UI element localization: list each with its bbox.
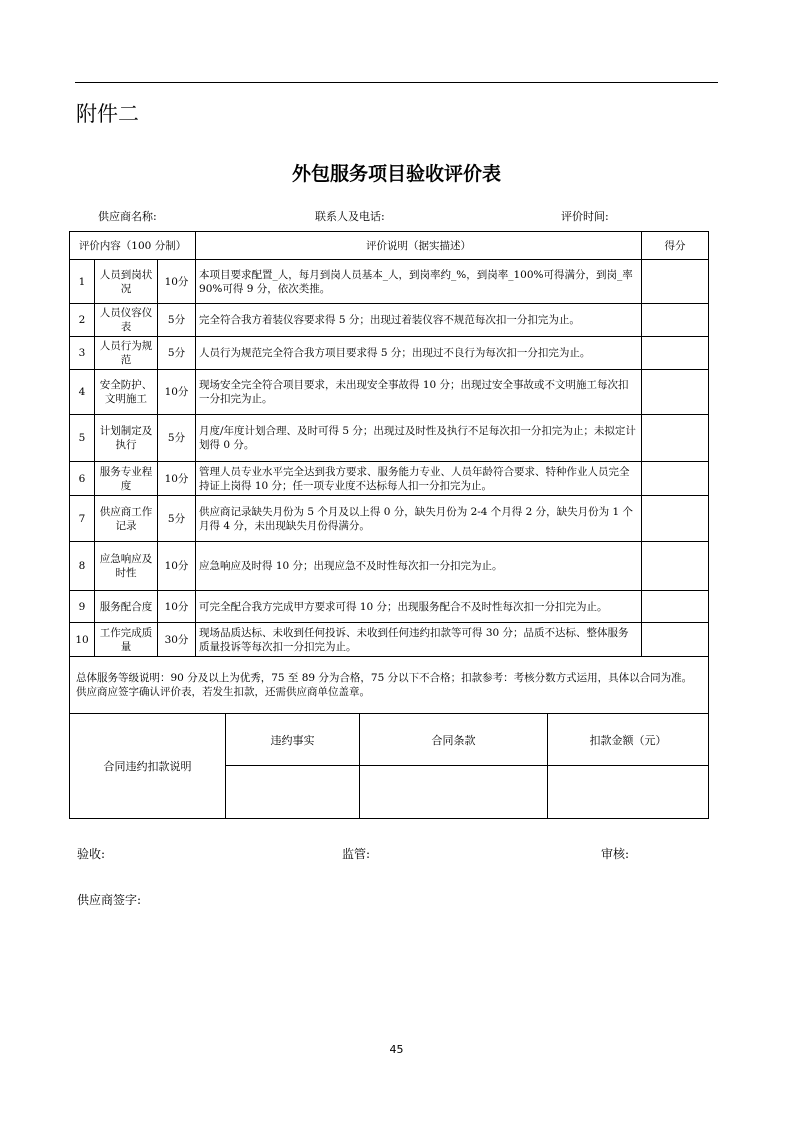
row-desc: 完全符合我方着装仪容要求得 5 分；出现过着装仪容不规范每次扣一分扣完为止。	[196, 304, 642, 337]
row-no: 10	[70, 623, 95, 657]
header-content: 评价内容（100 分制）	[70, 232, 196, 260]
table-row	[70, 542, 709, 591]
row-no: 3	[70, 337, 95, 370]
row-points: 5分	[158, 337, 196, 370]
penalty-clause-cell[interactable]	[360, 766, 548, 819]
row-no: 7	[70, 496, 95, 542]
row-score-cell[interactable]	[642, 304, 709, 337]
row-item: 安全防护、文明施工	[95, 370, 158, 415]
row-desc: 管理人员专业水平完全达到我方要求、服务能力专业、人员年龄符合要求、特种作业人员完全持证上岗得 10 分；任一项专业度不达标每人扣一分扣完为止。	[196, 462, 642, 496]
row-desc: 应急响应及时得 10 分；出现应急不及时性每次扣一分扣完为止。	[196, 542, 642, 591]
row-desc: 本项目要求配置_人，每月到岗人员基本_人，到岗率约_%，到岗率_100%可得满分，到岗_率 90%可得 9 分，依次类推。	[196, 260, 642, 304]
row-item: 服务专业程度	[95, 462, 158, 496]
row-item: 人员仪容仪表	[95, 304, 158, 337]
row-score-cell[interactable]	[642, 623, 709, 657]
row-points: 10分	[158, 462, 196, 496]
row-no: 1	[70, 260, 95, 304]
supervision-label: 监管:	[342, 847, 371, 861]
row-item: 应急响应及时性	[95, 542, 158, 591]
row-score-cell[interactable]	[642, 496, 709, 542]
row-desc: 供应商记录缺失月份为 5 个月及以上得 0 分，缺失月份为 2-4 个月得 2 分，缺失月份为 1 个月得 4 分，未出现缺失月份得满分。	[196, 496, 642, 542]
attachment-label: 附件二	[76, 102, 139, 126]
table-row	[70, 260, 709, 304]
row-item: 工作完成质量	[95, 623, 158, 657]
evaluation-table	[69, 231, 709, 714]
row-no: 2	[70, 304, 95, 337]
table-row	[70, 337, 709, 370]
row-points: 10分	[158, 542, 196, 591]
row-no: 9	[70, 591, 95, 623]
summary-row	[70, 657, 709, 714]
penalty-label: 合同违约扣款说明	[70, 714, 226, 819]
header-rule	[75, 82, 718, 83]
row-item: 计划制定及执行	[95, 415, 158, 462]
row-item: 供应商工作记录	[95, 496, 158, 542]
table-row	[70, 623, 709, 657]
header-score: 得分	[642, 232, 709, 260]
row-no: 6	[70, 462, 95, 496]
row-points: 5分	[158, 415, 196, 462]
page-number: 45	[389, 1043, 404, 1056]
table-row	[70, 591, 709, 623]
row-score-cell[interactable]	[642, 542, 709, 591]
penalty-col-amount: 扣款金额（元）	[548, 714, 709, 766]
acceptance-label: 验收:	[77, 847, 106, 861]
row-no: 8	[70, 542, 95, 591]
row-item: 服务配合度	[95, 591, 158, 623]
row-item: 人员到岗状况	[95, 260, 158, 304]
row-desc: 月度/年度计划合理、及时可得 5 分；出现过及时性及执行不足每次扣一分扣完为止；未拟定计划得 0 分。	[196, 415, 642, 462]
table-row	[70, 462, 709, 496]
supplier-signature-label: 供应商签字:	[77, 893, 142, 907]
table-row	[70, 304, 709, 337]
table-header-row	[70, 232, 709, 260]
row-item: 人员行为规范	[95, 337, 158, 370]
row-desc: 人员行为规范完全符合我方项目要求得 5 分；出现过不良行为每次扣一分扣完为止。	[196, 337, 642, 370]
contact-label: 联系人及电话:	[315, 210, 385, 223]
row-desc: 可完全配合我方完成甲方要求可得 10 分；出现服务配合不及时性每次扣一分扣完为止。	[196, 591, 642, 623]
form-title: 外包服务项目验收评价表	[291, 163, 501, 185]
row-score-cell[interactable]	[642, 260, 709, 304]
penalty-table	[69, 713, 709, 819]
evaluation-time-label: 评价时间:	[561, 210, 609, 223]
row-no: 4	[70, 370, 95, 415]
row-points: 5分	[158, 304, 196, 337]
table-row	[70, 370, 709, 415]
row-score-cell[interactable]	[642, 591, 709, 623]
row-points: 10分	[158, 591, 196, 623]
header-desc: 评价说明（据实描述）	[196, 232, 642, 260]
row-points: 30分	[158, 623, 196, 657]
row-score-cell[interactable]	[642, 415, 709, 462]
row-score-cell[interactable]	[642, 462, 709, 496]
row-score-cell[interactable]	[642, 337, 709, 370]
penalty-col-violation: 违约事实	[226, 714, 360, 766]
row-points: 10分	[158, 370, 196, 415]
penalty-violation-cell[interactable]	[226, 766, 360, 819]
row-desc: 现场安全完全符合项目要求，未出现安全事故得 10 分；出现过安全事故或不文明施工每次扣一分扣完为止。	[196, 370, 642, 415]
grading-summary: 总体服务等级说明：90 分及以上为优秀，75 至 89 分为合格，75 分以下不合格；扣款参考：考核分数方式运用，具体以合同为准。供应商应签字确认评价表，若发生扣款，还需供应商单位盖章。	[70, 657, 709, 714]
penalty-col-clause: 合同条款	[360, 714, 548, 766]
table-row	[70, 415, 709, 462]
penalty-amount-cell[interactable]	[548, 766, 709, 819]
row-desc: 现场品质达标、未收到任何投诉、未收到任何违约扣款等可得 30 分；品质不达标、整体服务质量投诉等每次扣一分扣完为止。	[196, 623, 642, 657]
review-label: 审核:	[601, 847, 630, 861]
table-row	[70, 496, 709, 542]
row-score-cell[interactable]	[642, 370, 709, 415]
supplier-name-label: 供应商名称:	[98, 210, 157, 223]
row-no: 5	[70, 415, 95, 462]
row-points: 5分	[158, 496, 196, 542]
row-points: 10分	[158, 260, 196, 304]
